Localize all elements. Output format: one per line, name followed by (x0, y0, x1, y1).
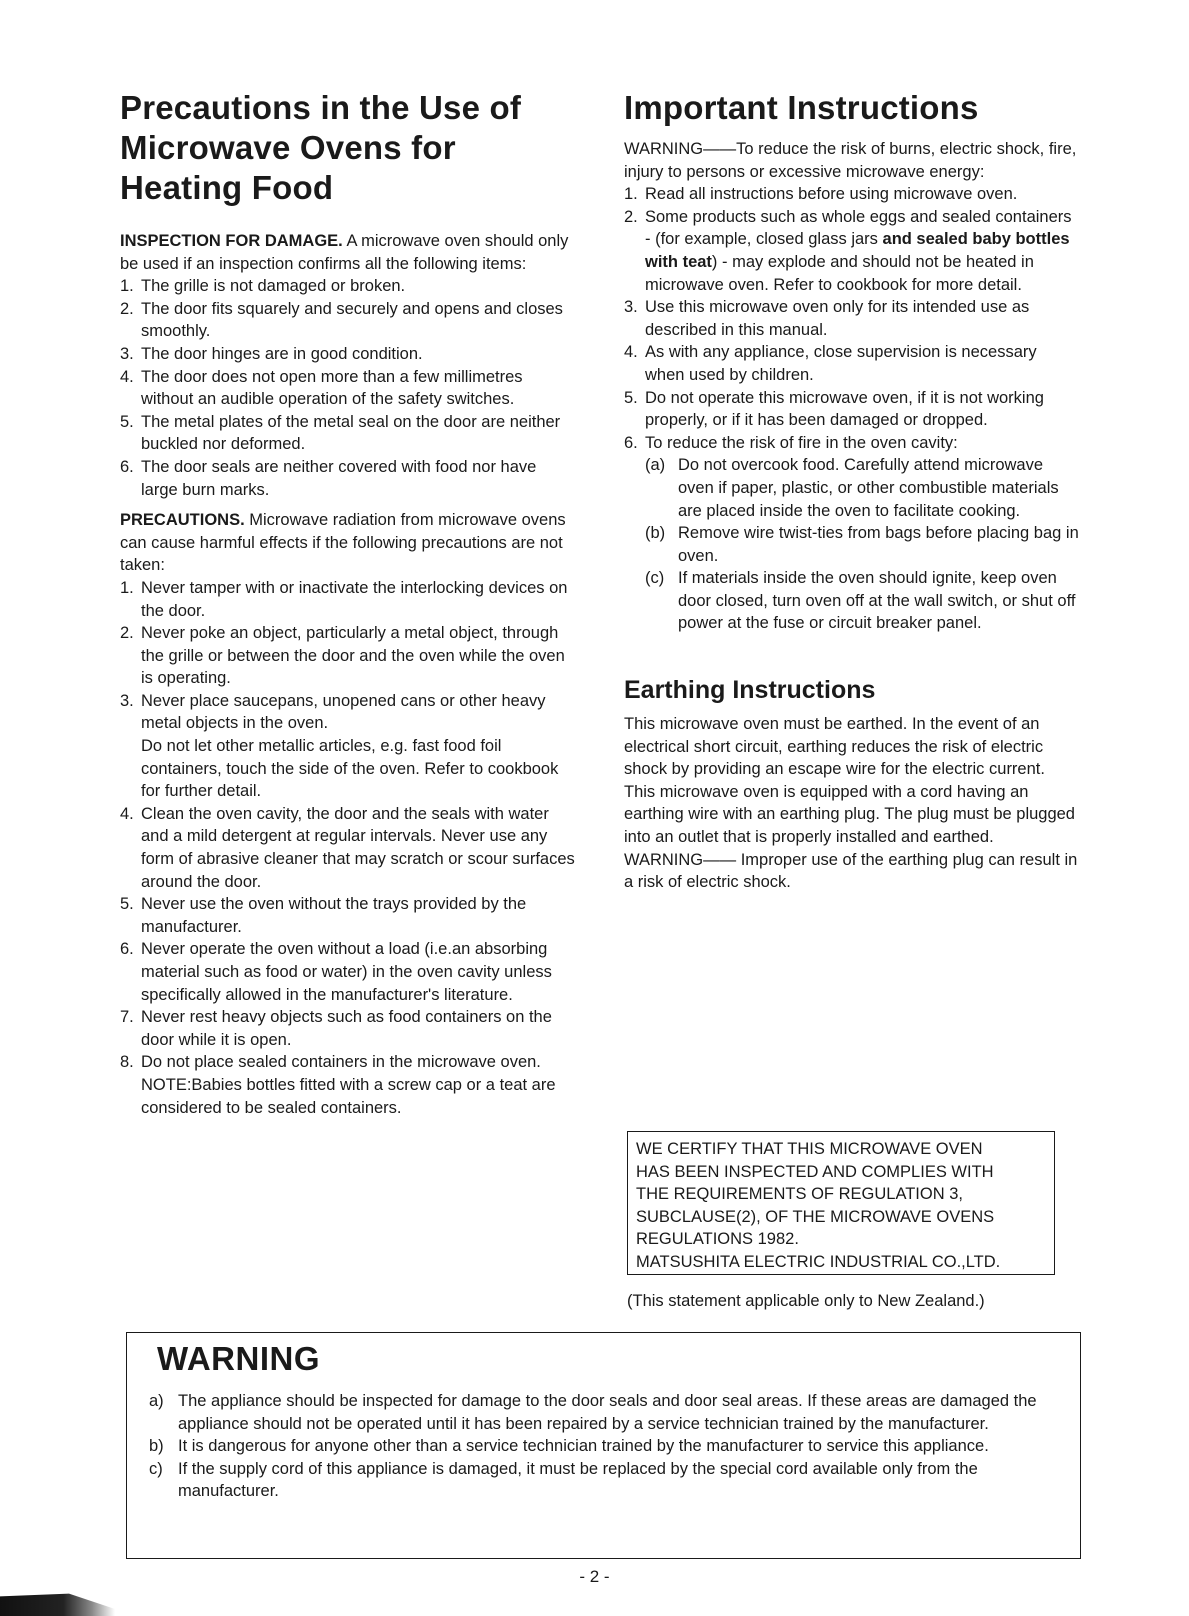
inspection-paragraph (120, 230, 575, 275)
warning-box (126, 1332, 1081, 1559)
earthing-title: Earthing Instructions (624, 676, 876, 705)
list-item (120, 622, 575, 690)
item-number: b) (149, 1437, 164, 1456)
list-item (120, 938, 575, 1006)
item-text: As with any appliance, close supervision is necessary when used by children. (645, 343, 1037, 384)
precautions-lead: PRECAUTIONS. (120, 511, 245, 530)
item-text: Never rest heavy objects such as food containers on the door while it is open. (141, 1008, 552, 1049)
item-bold-text: and sealed baby bottles with teat (645, 230, 1070, 271)
item-text: The door fits squarely and securely and opens and closes smoothly. (141, 299, 563, 341)
item-number: 6. (120, 940, 134, 959)
item-text: The metal plates of the metal seal on the door are neither buckled nor deformed. (141, 412, 561, 454)
item-number: 3. (120, 344, 134, 363)
cert-line: REGULATIONS 1982. (636, 1230, 799, 1249)
item-text: Do not place sealed containers in the microwave oven. (141, 1053, 541, 1072)
list-item (120, 577, 575, 622)
item-text: Remove wire twist-ties from bags before placing bag in oven. (678, 524, 1079, 565)
item-number: 2. (120, 299, 134, 318)
item-number: 2. (624, 207, 638, 226)
item-number: 1. (120, 277, 134, 296)
cert-line: WE CERTIFY THAT THIS MICROWAVE OVEN (636, 1140, 983, 1158)
precautions-paragraph (120, 509, 575, 577)
fire-risk-sublist (645, 454, 1079, 635)
list-item (120, 1006, 575, 1051)
item-number: 2. (120, 624, 134, 643)
right-column (624, 88, 1079, 894)
item-text: The grille is not damaged or broken. (141, 277, 406, 296)
item-number: 1. (120, 578, 134, 597)
item-text: ) - may explode and should not be heated in microwave oven. Refer to cookbook for more detail. (645, 252, 1034, 294)
list-item (120, 298, 575, 343)
inspection-lead: INSPECTION FOR DAMAGE. (120, 232, 343, 250)
item-text: Do not operate this microwave oven, if it is not working properly, or if it has been damaged or dropped. (645, 388, 1044, 430)
left-column (120, 88, 575, 1119)
list-item (120, 690, 575, 803)
inspection-intro: A microwave oven should only be used if an inspection confirms all the following items: (120, 232, 569, 273)
item-text: Never poke an object, particularly a metal object, through the grille or between the door and the oven while the oven is operating. (141, 624, 565, 688)
list-item (624, 206, 1079, 296)
item-number: 8. (120, 1053, 134, 1072)
item-number: (b) (645, 524, 666, 543)
item-number: 5. (120, 895, 134, 914)
item-number: 4. (624, 343, 638, 362)
list-item (624, 341, 1079, 386)
list-item (149, 1390, 1069, 1435)
instructions-list (624, 183, 1079, 635)
item-number: a) (149, 1392, 164, 1410)
item-number: 3. (624, 298, 638, 317)
item-text: It is dangerous for anyone other than a service technician trained by the manufacturer to service this appliance. (178, 1437, 989, 1456)
list-item (149, 1458, 1069, 1503)
item-extra-text: NOTE:Babies bottles fitted with a screw cap or a teat are considered to be sealed containers. (141, 1075, 556, 1117)
item-number: (c) (645, 569, 665, 588)
item-number: 3. (120, 691, 134, 710)
spacer (624, 635, 1079, 675)
item-text: The door seals are neither covered with food nor have large burn marks. (141, 457, 537, 499)
cert-line: MATSUSHITA ELECTRIC INDUSTRIAL CO.,LTD. (636, 1252, 1001, 1271)
item-number: 5. (624, 388, 638, 407)
item-number: 6. (120, 457, 134, 476)
item-text: Never tamper with or inactivate the interlocking devices on the door. (141, 578, 568, 620)
item-number: 7. (120, 1008, 134, 1027)
inspection-list (120, 275, 575, 501)
list-item (120, 893, 575, 938)
precautions-list (120, 577, 575, 1119)
sub-list-item (645, 522, 1079, 567)
spacer (120, 501, 575, 509)
list-item (120, 366, 575, 411)
item-text: To reduce the risk of fire in the oven cavity: (645, 433, 958, 452)
list-item (120, 803, 575, 893)
cert-line: THE REQUIREMENTS OF REGULATION 3, (636, 1185, 963, 1204)
list-item (149, 1435, 1069, 1458)
list-item (624, 387, 1079, 432)
page-number: - 2 - (579, 1567, 610, 1586)
item-text: Do not overcook food. Carefully attend microwave oven if paper, plastic, or other combustible materials are placed inside the oven to facilitate cooking. (678, 456, 1059, 520)
item-text: If the supply cord of this appliance is damaged, it must be replaced by the special cord available only from the manufacturer. (178, 1459, 978, 1501)
item-extra-text: Do not let other metallic articles, e.g. fast food foil containers, touch the side of the oven. Refer to cookbook for further detail. (141, 737, 559, 801)
item-text: Never operate the oven without a load (i.e.an absorbing material such as food or water) in the oven cavity unless specifically allowed in the manufacturer's literature. (141, 940, 552, 1004)
earthing-body: This microwave oven must be earthed. In the event of an electrical short circuit, earthing reduces the risk of electric shock by providing an escape wire for the electric current. This microwave oven is equipped with a cord having an earthing wire with an earthing plug. The plug must be plugged into an outlet that is properly installed and earthed. (624, 715, 1075, 847)
item-text: Some products such as whole eggs and sealed containers - (for example, closed glass jars (645, 207, 1072, 249)
item-text: Read all instructions before using microwave oven. (645, 185, 1018, 204)
list-item (120, 456, 575, 501)
item-text: The door hinges are in good condition. (141, 344, 423, 363)
precautions-intro: Microwave radiation from microwave ovens can cause harmful effects if the following precautions are not taken: (120, 511, 566, 575)
item-number: 6. (624, 433, 638, 452)
warning-intro: WARNING——To reduce the risk of burns, electric shock, fire, injury to persons or excessive microwave energy: (624, 140, 1077, 181)
list-item (624, 296, 1079, 341)
item-number: 5. (120, 412, 134, 431)
item-text: If materials inside the oven should ignite, keep oven door closed, turn oven off at the wall switch, or shut off power at the fuse or circuit breaker panel. (678, 569, 1076, 633)
cert-line: HAS BEEN INSPECTED AND COMPLIES WITH (636, 1162, 994, 1181)
item-number: c) (149, 1459, 163, 1478)
item-text: Never place saucepans, unopened cans or other heavy metal objects in the oven. (141, 691, 546, 733)
item-text: Clean the oven cavity, the door and the seals with water and a mild detergent at regular intervals. Never use any form of abrasive cleaner that may scratch or scour surfaces around the door. (141, 804, 575, 891)
item-text: Never use the oven without the trays provided by the manufacturer. (141, 895, 527, 936)
scan-artifact (0, 1588, 115, 1616)
list-item (624, 432, 1079, 635)
warning-title: WARNING (157, 1340, 320, 1377)
item-number: 1. (624, 185, 638, 204)
warning-list (149, 1390, 1069, 1503)
important-instructions-title: Important Instructions (624, 89, 979, 126)
list-item (120, 411, 575, 456)
earthing-warning: WARNING—— Improper use of the earthing plug can result in a risk of electric shock. (624, 850, 1078, 892)
item-number: 4. (120, 367, 134, 386)
certification-box (627, 1131, 1055, 1275)
sub-list-item (645, 567, 1079, 635)
precautions-title: Precautions in the Use of Microwave Ovens for Heating Food (120, 89, 522, 206)
list-item (120, 275, 575, 298)
item-number: (a) (645, 456, 666, 475)
item-text: The door does not open more than a few millimetres without an audible operation of the safety switches. (141, 367, 523, 409)
list-item (624, 183, 1079, 206)
sub-list-item (645, 454, 1079, 522)
item-text: Use this microwave oven only for its intended use as described in this manual. (645, 298, 1030, 339)
list-item (120, 1051, 575, 1119)
certification-note: (This statement applicable only to New Zealand.) (627, 1292, 985, 1310)
item-text: The appliance should be inspected for damage to the door seals and door seal areas. If these areas are damaged the appliance should not be operated until it has been repaired by a service technician trained by the manufacturer. (178, 1392, 1037, 1433)
list-item (120, 343, 575, 366)
cert-line: SUBCLAUSE(2), OF THE MICROWAVE OVENS (636, 1207, 995, 1226)
item-number: 4. (120, 804, 134, 823)
